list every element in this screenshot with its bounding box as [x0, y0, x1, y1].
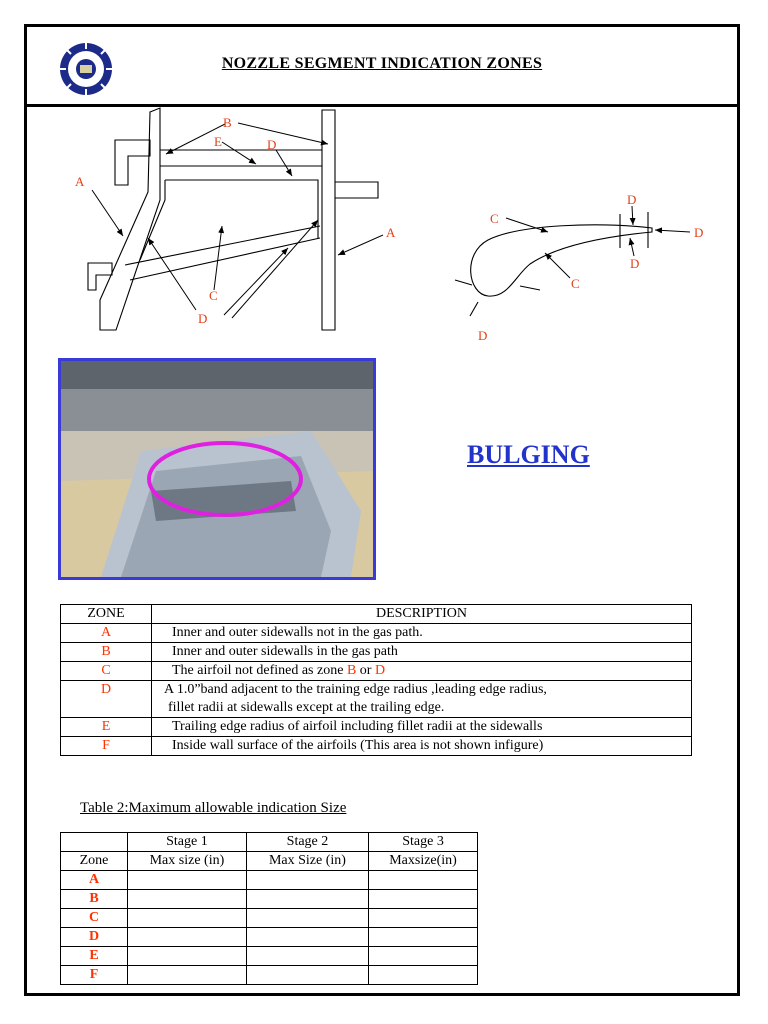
- size-cell[interactable]: [128, 966, 247, 985]
- description-cell: [152, 681, 692, 718]
- table-row: [61, 662, 692, 681]
- description-cell: [152, 662, 692, 681]
- size-cell[interactable]: [369, 909, 478, 928]
- size-cell[interactable]: [246, 928, 368, 947]
- photo-illustration: [61, 361, 373, 577]
- label-c-lower: C: [571, 276, 580, 291]
- stage-3-header: Stage 3: [369, 833, 478, 852]
- zone-cell: E: [61, 947, 128, 966]
- label-d-right: D: [694, 225, 704, 240]
- description-column-header: DESCRIPTION: [152, 605, 692, 624]
- zone-diagrams: [0, 0, 768, 360]
- label-a-right: A: [386, 225, 396, 240]
- table-row: [61, 718, 692, 737]
- desc-line-2: fillet radii at sidewalls except at the trailing edge.: [168, 700, 445, 715]
- table-row: [61, 871, 478, 890]
- size-cell[interactable]: [246, 890, 368, 909]
- size-cell[interactable]: [369, 890, 478, 909]
- table-row: [61, 624, 692, 643]
- size-cell[interactable]: [128, 947, 247, 966]
- blank-corner-cell: [61, 833, 128, 852]
- nozzle-segment-drawing: [88, 108, 378, 330]
- desc-line-1: A 1.0”band adjacent to the training edge radius ,leading edge radius,: [164, 682, 547, 697]
- zone-ref-d: D: [374, 663, 386, 678]
- max-size-header-2: Max Size (in): [246, 852, 368, 871]
- size-cell[interactable]: [128, 890, 247, 909]
- zone-ref-b: B: [346, 663, 357, 678]
- label-d-bottom: D: [198, 311, 208, 326]
- stage-header-row: [61, 833, 478, 852]
- zone-description-table: [60, 604, 692, 756]
- size-cell[interactable]: [369, 871, 478, 890]
- max-size-header-1: Max size (in): [128, 852, 247, 871]
- zone-cell: C: [61, 909, 128, 928]
- zone-cell: F: [61, 737, 152, 756]
- size-cell[interactable]: [128, 909, 247, 928]
- label-d-top: D: [267, 137, 277, 152]
- zone-column-header: ZONE: [61, 605, 152, 624]
- page-title: NOZZLE SEGMENT INDICATION ZONES: [221, 55, 543, 72]
- max-size-header-3: Maxsize(in): [369, 852, 478, 871]
- size-cell[interactable]: [246, 909, 368, 928]
- label-a-left: A: [75, 174, 85, 189]
- desc-text: The airfoil not defined as zone: [172, 663, 347, 678]
- table-row: [61, 947, 478, 966]
- description-cell: Inside wall surface of the airfoils (This area is not shown infigure): [152, 737, 692, 756]
- size-cell[interactable]: [369, 947, 478, 966]
- description-cell: Inner and outer sidewalls not in the gas path.: [152, 624, 692, 643]
- size-cell[interactable]: [246, 966, 368, 985]
- label-b: B: [223, 115, 232, 130]
- table-row: [61, 909, 478, 928]
- label-d-top-right: D: [627, 192, 637, 207]
- max-indication-size-table: [60, 832, 478, 985]
- zone-cell: D: [61, 928, 128, 947]
- zone-cell: C: [61, 662, 152, 681]
- bulging-photo: [58, 358, 376, 580]
- zone-cell: B: [61, 890, 128, 909]
- description-cell: Trailing edge radius of airfoil including fillet radii at the sidewalls: [152, 718, 692, 737]
- size-cell[interactable]: [128, 871, 247, 890]
- description-cell: Inner and outer sidewalls in the gas path: [152, 643, 692, 662]
- bulging-caption: BULGING: [467, 440, 590, 469]
- zone-cell: B: [61, 643, 152, 662]
- table-row: [61, 966, 478, 985]
- column-header-row: [61, 852, 478, 871]
- stage-2-header: Stage 2: [246, 833, 368, 852]
- label-c-upper: C: [490, 211, 499, 226]
- table-row: [61, 928, 478, 947]
- stage-1-header: Stage 1: [128, 833, 247, 852]
- size-cell[interactable]: [246, 871, 368, 890]
- zone-cell: A: [61, 624, 152, 643]
- zone-cell: E: [61, 718, 152, 737]
- size-cell[interactable]: [128, 928, 247, 947]
- table-row: [61, 681, 692, 718]
- label-d-mid: D: [630, 256, 640, 271]
- table-row: [61, 890, 478, 909]
- zone-cell: F: [61, 966, 128, 985]
- zone-cell: A: [61, 871, 128, 890]
- label-d-low: D: [478, 328, 488, 343]
- zone-cell: D: [61, 681, 152, 718]
- table-row: [61, 643, 692, 662]
- zone-header: Zone: [61, 852, 128, 871]
- table-row: [61, 737, 692, 756]
- zone-table-header: [61, 605, 692, 624]
- airfoil-section-drawing: [455, 212, 652, 316]
- size-cell[interactable]: [369, 966, 478, 985]
- label-c: C: [209, 288, 218, 303]
- table2-caption: Table 2:Maximum allowable indication Size: [80, 800, 347, 816]
- size-cell[interactable]: [246, 947, 368, 966]
- label-e: E: [214, 134, 222, 149]
- desc-text-or: or: [356, 663, 375, 678]
- size-cell[interactable]: [369, 928, 478, 947]
